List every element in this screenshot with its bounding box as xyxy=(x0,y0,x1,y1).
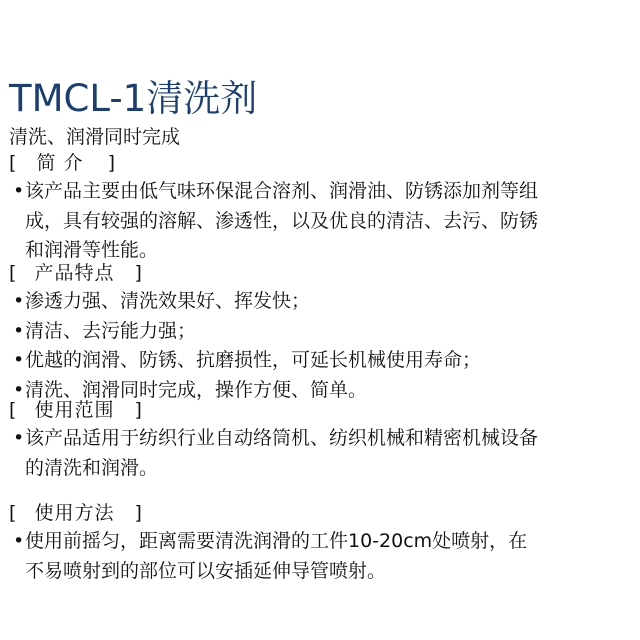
section-features xyxy=(9,260,629,405)
bullet-icon: • xyxy=(13,378,25,401)
page-subtitle: 清洗、润滑同时完成 xyxy=(9,126,181,148)
text-line: 清洗、润滑同时完成，操作方便、简单。 xyxy=(25,378,368,401)
text-line: 使用前摇匀，距离需要清洗润滑的工件10-20cm处喷射，在 xyxy=(25,530,528,552)
bracket-close: ] xyxy=(134,399,142,421)
text-line: 不易喷射到的部位可以安插延伸导管喷射。 xyxy=(25,559,387,582)
bullet-list xyxy=(9,527,629,586)
bracket-close: ] xyxy=(134,262,142,284)
list-item xyxy=(9,346,629,376)
bullet-list xyxy=(9,177,629,266)
bracket-open: [ xyxy=(9,502,17,524)
section-scope xyxy=(9,397,629,483)
text-line: 该产品适用于纺织行业自动络筒机、纺织机械和精密机械设备 xyxy=(25,427,539,449)
page-title: TMCL-1清洗剂 xyxy=(9,77,258,120)
section-heading xyxy=(9,397,629,424)
section-title: 产品特点 xyxy=(34,262,115,284)
bracket-open: [ xyxy=(9,262,17,284)
list-item xyxy=(9,317,629,347)
bracket-open: [ xyxy=(9,399,17,421)
section-title: 使用方法 xyxy=(34,502,115,524)
text-line: 清洁、去污能力强； xyxy=(25,319,197,342)
section-heading xyxy=(9,260,629,287)
section-title: 使用范围 xyxy=(34,399,115,421)
section-usage xyxy=(9,500,629,586)
text-line: 优越的润滑、防锈、抗磨损性，可延长机械使用寿命； xyxy=(25,349,482,371)
bullet-list xyxy=(9,424,629,483)
section-heading xyxy=(9,150,629,177)
bullet-icon: • xyxy=(13,180,25,202)
bullet-icon: • xyxy=(13,319,25,342)
bracket-close: ] xyxy=(134,502,142,524)
list-item xyxy=(9,287,629,317)
bracket-close: ] xyxy=(107,152,115,174)
text-line: 渗透力强、清洗效果好、挥发快； xyxy=(25,290,311,312)
text-line: 该产品主要由低气味环保混合溶剂、润滑油、防锈添加剂等组 xyxy=(25,180,539,202)
bullet-icon: • xyxy=(13,349,25,371)
list-item xyxy=(9,527,629,586)
list-item xyxy=(9,177,629,266)
bullet-icon: • xyxy=(13,530,25,552)
bullet-icon: • xyxy=(13,290,25,312)
section-intro xyxy=(9,150,629,266)
section-title: 简 介 xyxy=(36,152,84,174)
text-line: 的清洗和润滑。 xyxy=(25,456,159,479)
text-line: 和润滑等性能。 xyxy=(25,239,159,261)
list-item xyxy=(9,424,629,483)
bullet-icon: • xyxy=(13,427,25,449)
section-heading xyxy=(9,500,629,527)
bracket-open: [ xyxy=(9,152,17,174)
text-line: 成，具有较强的溶解、渗透性，以及优良的清洁、去污、防锈 xyxy=(25,209,539,232)
bullet-list xyxy=(9,287,629,405)
